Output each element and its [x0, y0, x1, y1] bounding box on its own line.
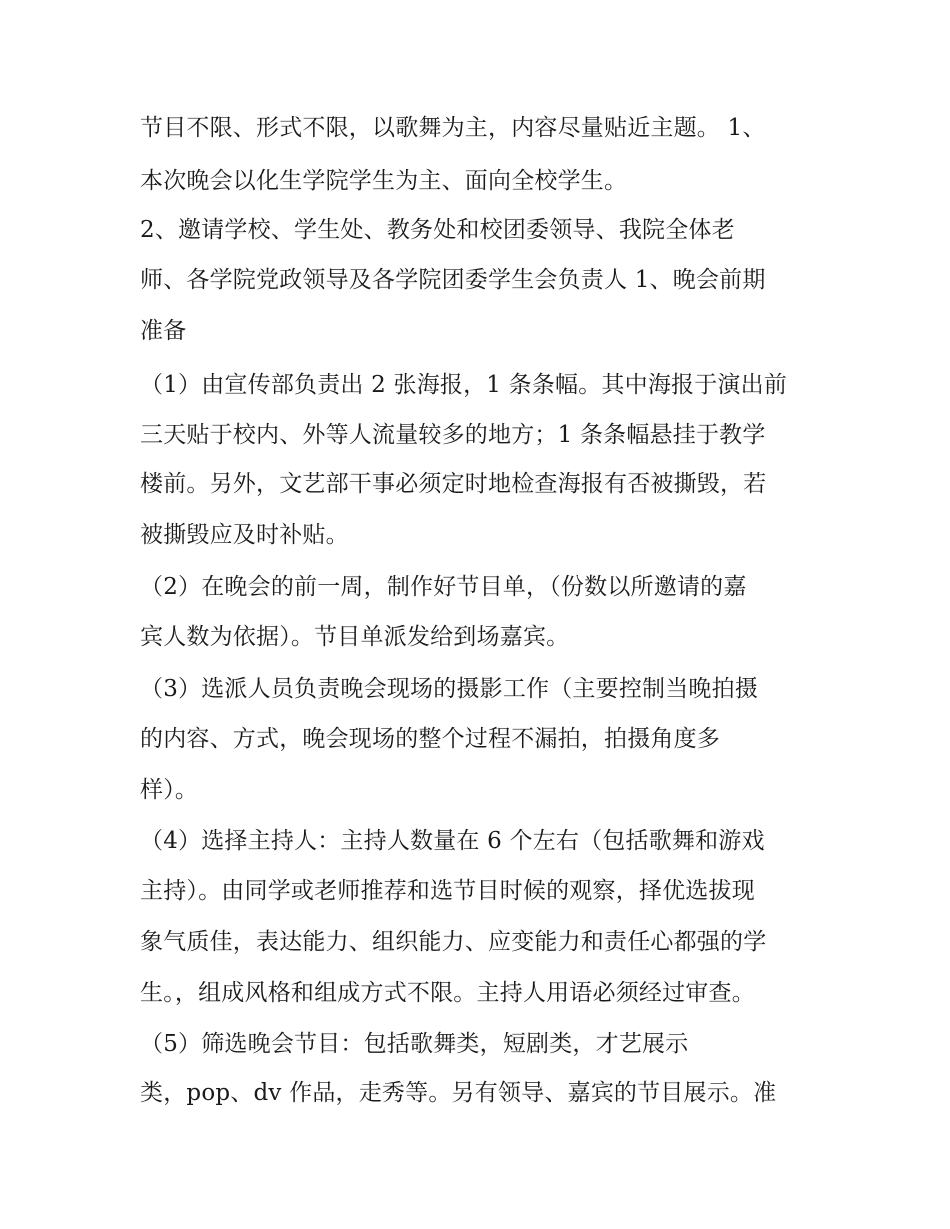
- text-line: （1）由宣传部负责出 2 张海报，1 条条幅。其中海报于演出前: [140, 372, 788, 398]
- text-line: 师、各学院党政领导及各学院团委学生会负责人 1、晚会前期: [140, 267, 766, 293]
- text-line: 类，pop、dv 作品，走秀等。另有领导、嘉宾的节目展示。准: [140, 1080, 777, 1106]
- text-line: 生。，组成风格和组成方式不限。主持人用语必须经过审查。: [140, 980, 755, 1006]
- text-line: 被撕毁应及时补贴。: [140, 522, 349, 548]
- text-line: 三天贴于校内、外等人流量较多的地方；1 条条幅悬挂于教学: [140, 422, 766, 448]
- text-line: 准备: [140, 318, 187, 344]
- text-line: 本次晚会以化生学院学生为主、面向全校学生。: [140, 168, 628, 194]
- text-line: 样）。: [140, 777, 199, 803]
- text-line: （3）选派人员负责晚会现场的摄影工作（主要控制当晚拍摄: [140, 676, 759, 702]
- text-line: （5）筛选晚会节目：包括歌舞类，短剧类，才艺展示: [140, 1031, 689, 1057]
- text-line: 象气质佳，表达能力、组织能力、应变能力和责任心都强的学: [140, 929, 767, 955]
- text-line: 宾人数为依据）。节目单派发给到场嘉宾。: [140, 624, 570, 650]
- text-line: （4）选择主持人：主持人数量在 6 个左右（包括歌舞和游戏: [140, 828, 765, 854]
- text-line: 的内容、方式，晚会现场的整个过程不漏拍，拍摄角度多: [140, 726, 720, 752]
- text-line: 楼前。另外，文艺部干事必须定时地检查海报有否被撕毁，若: [140, 471, 767, 497]
- text-line: 2、邀请学校、学生处、教务处和校团委领导、我院全体老: [140, 217, 735, 243]
- text-line: 主持）。由同学或老师推荐和选节目时候的观察，择优选拔现: [140, 878, 755, 904]
- text-line: 节目不限、形式不限，以歌舞为主，内容尽量贴近主题。 1、: [140, 115, 766, 141]
- text-line: （2）在晚会的前一周，制作好节目单，（份数以所邀请的嘉: [140, 574, 747, 600]
